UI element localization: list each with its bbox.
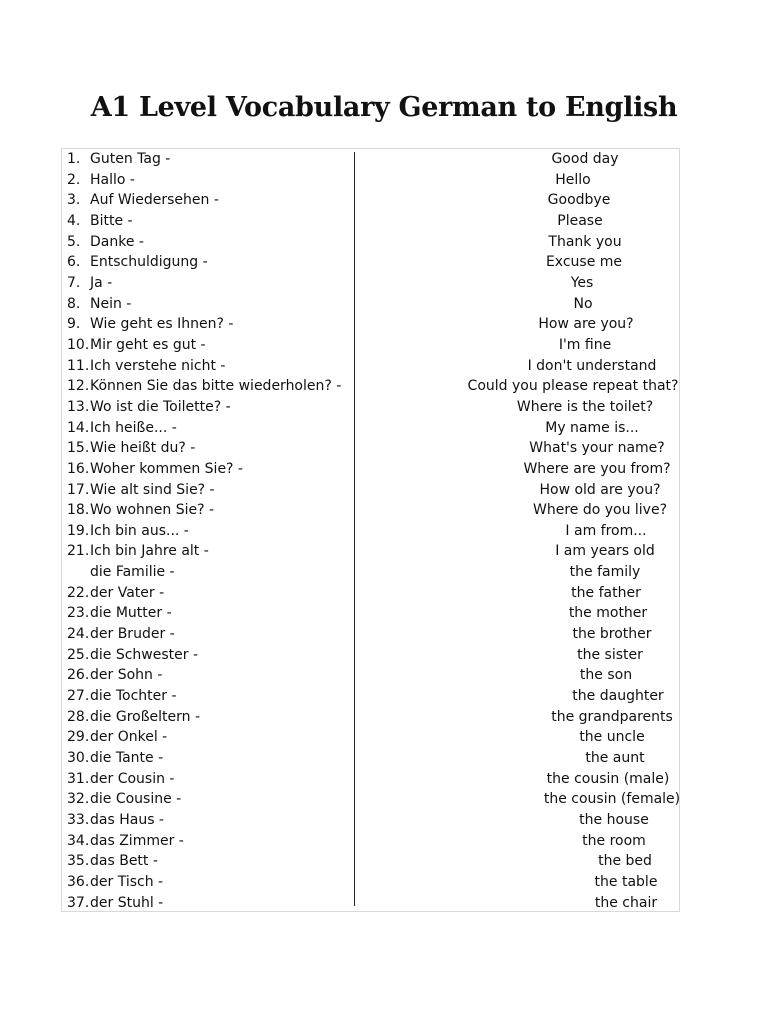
vocab-row	[0, 851, 768, 872]
row-number: 16.	[67, 460, 90, 477]
english-translation: No	[573, 295, 593, 312]
german-term: Wie alt sind Sie? -	[90, 481, 215, 498]
english-translation: the cousin (male)	[546, 770, 670, 787]
vocab-row	[0, 748, 768, 769]
vocab-row	[0, 893, 768, 914]
german-term: der Sohn -	[90, 667, 163, 684]
german-term: das Bett -	[90, 853, 158, 870]
vocab-row	[0, 252, 768, 273]
english-translation: Could you please repeat that?	[467, 378, 679, 395]
vocab-row	[0, 872, 768, 893]
row-number: 15.	[67, 440, 90, 457]
row-number: 32.	[67, 791, 90, 808]
english-translation: Excuse me	[545, 254, 623, 271]
german-term: die Schwester -	[90, 646, 199, 663]
german-term: Können Sie das bitte wiederholen? -	[90, 378, 342, 395]
german-term: der Tisch -	[90, 873, 164, 890]
german-term: Auf Wiedersehen -	[90, 192, 219, 209]
english-translation: the bed	[598, 853, 652, 870]
german-term: Mir geht es gut -	[90, 336, 206, 353]
row-number: 34.	[67, 832, 90, 849]
english-translation: the family	[569, 564, 641, 581]
english-translation: What's your name?	[529, 440, 665, 457]
vocab-row	[0, 603, 768, 624]
vocab-row	[0, 232, 768, 253]
row-number: 9.	[67, 316, 81, 333]
row-number: 31.	[67, 770, 90, 787]
english-translation: My name is...	[545, 419, 639, 436]
row-number: 14.	[67, 419, 90, 436]
english-translation: Yes	[570, 274, 594, 291]
german-term: Entschuldigung -	[90, 254, 208, 271]
english-translation: I'm fine	[558, 336, 612, 353]
english-translation: the daughter	[572, 688, 664, 705]
row-number: 7.	[67, 274, 81, 291]
german-term: Ich verstehe nicht -	[90, 357, 226, 374]
english-translation: the grandparents	[551, 708, 673, 725]
german-term: Wie geht es Ihnen? -	[90, 316, 234, 333]
english-translation: I don't understand	[527, 357, 657, 374]
german-term: der Bruder -	[90, 626, 175, 643]
row-number: 1.	[67, 151, 81, 167]
row-number: 27.	[67, 688, 90, 705]
english-translation: the chair	[594, 894, 658, 911]
german-term: der Cousin -	[90, 770, 175, 787]
german-term: Ja -	[90, 274, 113, 291]
row-number: 4.	[67, 212, 81, 229]
english-translation: the room	[582, 832, 646, 849]
english-translation: the table	[594, 873, 658, 890]
german-term: der Vater -	[90, 584, 165, 601]
vocab-row	[0, 583, 768, 604]
vocab-row	[0, 500, 768, 521]
vocab-row	[0, 521, 768, 542]
row-number: 8.	[67, 295, 81, 312]
row-number: 28.	[67, 708, 90, 725]
english-translation: the sister	[577, 646, 643, 663]
german-term: die Mutter -	[90, 605, 172, 622]
row-number: 10.	[67, 336, 90, 353]
english-translation: the mother	[568, 605, 648, 622]
german-term: das Haus -	[90, 812, 164, 828]
vocab-row	[0, 418, 768, 439]
row-number: 19.	[67, 522, 90, 539]
german-term: das Zimmer -	[90, 832, 184, 849]
german-term: die Tochter -	[90, 688, 177, 705]
vocab-row	[0, 273, 768, 294]
english-translation: Where do you live?	[532, 502, 668, 519]
german-term: Ich bin aus... -	[90, 522, 189, 539]
german-term: der Onkel -	[90, 729, 168, 746]
german-term: die Cousine -	[90, 791, 182, 808]
vocab-row	[0, 645, 768, 666]
vocab-row	[0, 831, 768, 852]
row-number: 29.	[67, 729, 90, 746]
vocab-row	[0, 624, 768, 645]
german-term: Danke -	[90, 233, 144, 250]
german-term: Wo wohnen Sie? -	[90, 502, 215, 519]
german-term: Nein -	[90, 295, 132, 312]
english-translation: How are you?	[538, 316, 634, 333]
vocab-row	[0, 707, 768, 728]
row-number: 30.	[67, 750, 90, 767]
german-term: Ich bin Jahre alt -	[90, 543, 209, 560]
vocab-row	[0, 149, 768, 170]
german-term: die Tante -	[90, 750, 164, 767]
english-translation: How old are you?	[539, 481, 661, 498]
vocab-row	[0, 541, 768, 562]
english-translation: the cousin (female)	[543, 791, 681, 808]
vocab-row	[0, 727, 768, 748]
german-term: die Familie -	[90, 564, 175, 581]
row-number: 5.	[67, 233, 81, 250]
german-term: Wo ist die Toilette? -	[90, 398, 231, 415]
row-number: 24.	[67, 626, 90, 643]
german-term: Bitte -	[90, 212, 133, 229]
vocab-row	[0, 190, 768, 211]
vocab-row	[0, 789, 768, 810]
row-number: 13.	[67, 398, 90, 415]
english-translation: Please	[557, 212, 603, 229]
english-translation: the brother	[572, 626, 652, 643]
vocab-row	[0, 480, 768, 501]
vocab-row	[0, 294, 768, 315]
row-number: 37.	[67, 894, 90, 911]
german-term: Wie heißt du? -	[90, 440, 196, 457]
english-translation: I am years old	[555, 543, 655, 560]
english-translation: the son	[579, 667, 633, 684]
vocab-row	[0, 562, 768, 583]
english-translation: Goodbye	[547, 192, 611, 209]
vocab-row	[0, 459, 768, 480]
vocab-row	[0, 686, 768, 707]
vocab-row	[0, 810, 768, 831]
english-translation: Thank you	[548, 233, 622, 250]
row-number: 2.	[67, 171, 81, 188]
row-number: 22.	[67, 584, 90, 601]
row-number: 11.	[67, 357, 90, 374]
row-number: 35.	[67, 853, 90, 870]
german-term: Woher kommen Sie? -	[90, 460, 243, 477]
german-term: Ich heiße... -	[90, 419, 177, 436]
english-translation: the house	[579, 812, 649, 828]
german-term: Hallo -	[90, 171, 135, 188]
vocab-row	[0, 335, 768, 356]
english-translation: Where are you from?	[523, 460, 671, 477]
vocab-row	[0, 376, 768, 397]
vocab-row	[0, 211, 768, 232]
vocab-row	[0, 356, 768, 377]
vocab-row	[0, 665, 768, 686]
row-number: 33.	[67, 812, 90, 828]
vocab-row	[0, 438, 768, 459]
row-number: 17.	[67, 481, 90, 498]
row-number: 25.	[67, 646, 90, 663]
english-translation: I am from...	[565, 522, 647, 539]
vocab-row	[0, 314, 768, 335]
row-number: 18.	[67, 502, 90, 519]
row-number: 26.	[67, 667, 90, 684]
english-translation: the father	[571, 584, 641, 601]
row-number: 36.	[67, 873, 90, 890]
page-title: A1 Level Vocabulary German to English	[90, 92, 678, 123]
row-number: 21.	[67, 543, 90, 560]
german-term: die Großeltern -	[90, 708, 201, 725]
row-number: 12.	[67, 378, 90, 395]
german-term: Guten Tag -	[90, 151, 171, 167]
english-translation: the aunt	[585, 750, 645, 767]
german-term: der Stuhl -	[90, 894, 164, 911]
row-number: 23.	[67, 605, 90, 622]
vocab-row	[0, 170, 768, 191]
row-number: 6.	[67, 254, 81, 271]
vocabulary-list	[0, 149, 768, 913]
english-translation: Good day	[551, 151, 619, 167]
row-number: 3.	[67, 192, 81, 209]
vocab-row	[0, 769, 768, 790]
vocab-row	[0, 397, 768, 418]
english-translation: Hello	[555, 171, 591, 188]
english-translation: Where is the toilet?	[516, 398, 654, 415]
english-translation: the uncle	[579, 729, 645, 746]
